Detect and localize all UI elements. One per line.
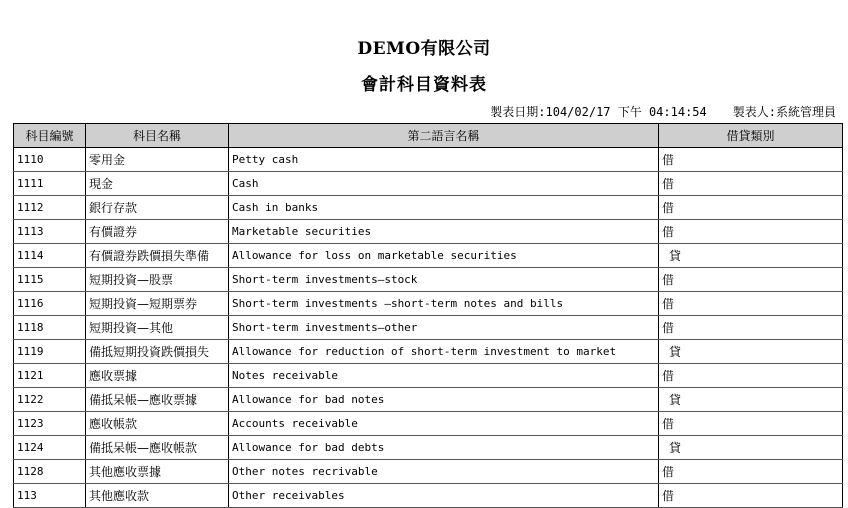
report-date: 製表日期:104/02/17 下午 04:14:54 [490,105,707,119]
table-row [14,436,843,460]
second-language-name-cell: Allowance for loss on marketable securities [229,244,659,268]
table-row [14,244,843,268]
header-account-code: 科目編號 [14,124,86,148]
second-language-name-cell: Marketable securities [229,220,659,244]
table-row [14,460,843,484]
table-row [14,316,843,340]
debit-credit-cell: 借 [659,412,843,436]
report-title: 會計科目資料表 [361,75,487,95]
account-name-cell: 應收帳款 [86,412,229,436]
debit-credit-cell: 借 [659,460,843,484]
debit-credit-cell: 借 [659,220,843,244]
account-code-cell: 113 [14,484,86,508]
account-code-cell: 1123 [14,412,86,436]
header-second-language-name: 第二語言名稱 [229,124,659,148]
second-language-name-cell: Short-term investments —short-term notes and bills [229,292,659,316]
table-row [14,220,843,244]
debit-credit-cell: 借 [659,148,843,172]
account-name-cell: 短期投資—其他 [86,316,229,340]
debit-credit-cell: 借 [659,172,843,196]
account-name-cell: 零用金 [86,148,229,172]
debit-credit-cell: 借 [659,268,843,292]
report-maker: 製表人:系統管理員 [732,105,836,119]
debit-credit-cell: 借 [659,484,843,508]
second-language-name-cell: Allowance for bad debts [229,436,659,460]
account-name-cell: 有價證券跌價損失準備 [86,244,229,268]
table-row [14,340,843,364]
account-code-cell: 1122 [14,388,86,412]
account-name-cell: 備抵呆帳—應收票據 [86,388,229,412]
account-code-cell: 1110 [14,148,86,172]
account-name-cell: 其他應收款 [86,484,229,508]
table-row [14,364,843,388]
account-code-cell: 1119 [14,340,86,364]
account-name-cell: 銀行存款 [86,196,229,220]
second-language-name-cell: Notes receivable [229,364,659,388]
second-language-name-cell: Accounts receivable [229,412,659,436]
account-name-cell: 備抵短期投資跌價損失 [86,340,229,364]
table-row [14,268,843,292]
table-row [14,172,843,196]
table-row [14,484,843,508]
second-language-name-cell: Cash [229,172,659,196]
account-code-cell: 1111 [14,172,86,196]
header-debit-credit-type: 借貸類別 [659,124,843,148]
account-code-cell: 1115 [14,268,86,292]
debit-credit-cell: 借 [659,316,843,340]
report-meta [490,103,836,120]
account-name-cell: 現金 [86,172,229,196]
account-table [13,123,843,508]
table-row [14,196,843,220]
second-language-name-cell: Petty cash [229,148,659,172]
account-code-cell: 1112 [14,196,86,220]
account-code-cell: 1118 [14,316,86,340]
debit-credit-cell: 貸 [659,388,843,412]
company-name: DEMO有限公司 [357,39,491,59]
table-row [14,388,843,412]
second-language-name-cell: Short-term investments—stock [229,268,659,292]
second-language-name-cell: Other receivables [229,484,659,508]
second-language-name-cell: Other notes recrivable [229,460,659,484]
debit-credit-cell: 貸 [659,340,843,364]
debit-credit-cell: 借 [659,364,843,388]
account-code-cell: 1124 [14,436,86,460]
debit-credit-cell: 貸 [659,244,843,268]
debit-credit-cell: 借 [659,292,843,316]
header-account-name: 科目名稱 [86,124,229,148]
account-name-cell: 短期投資—短期票券 [86,292,229,316]
account-code-cell: 1114 [14,244,86,268]
debit-credit-cell: 借 [659,196,843,220]
account-code-cell: 1121 [14,364,86,388]
account-code-cell: 1128 [14,460,86,484]
account-name-cell: 應收票據 [86,364,229,388]
account-name-cell: 有價證券 [86,220,229,244]
table-row [14,412,843,436]
debit-credit-cell: 貸 [659,436,843,460]
second-language-name-cell: Cash in banks [229,196,659,220]
account-name-cell: 其他應收票據 [86,460,229,484]
account-name-cell: 短期投資—股票 [86,268,229,292]
second-language-name-cell: Allowance for reduction of short-term investment to market [229,340,659,364]
second-language-name-cell: Short-term investments—other [229,316,659,340]
account-code-cell: 1116 [14,292,86,316]
table-header-row [14,124,843,148]
account-code-cell: 1113 [14,220,86,244]
second-language-name-cell: Allowance for bad notes [229,388,659,412]
account-name-cell: 備抵呆帳—應收帳款 [86,436,229,460]
table-row [14,292,843,316]
table-row [14,148,843,172]
